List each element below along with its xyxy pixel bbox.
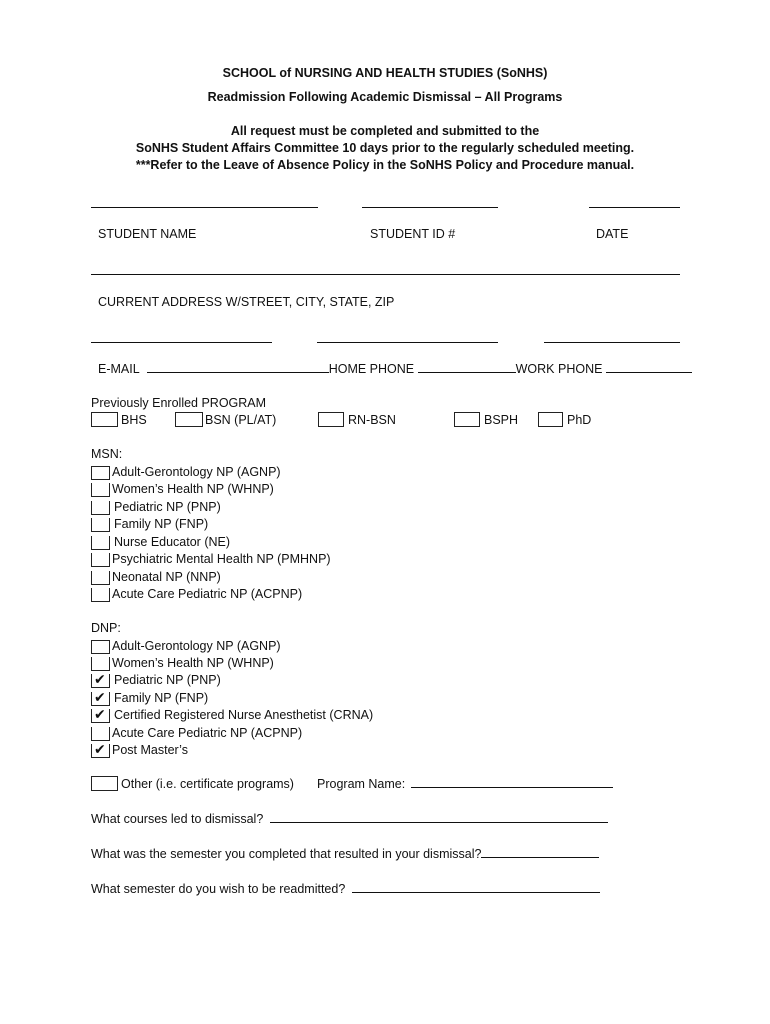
contact-line-3[interactable] xyxy=(544,342,680,343)
dnp-agnp-label: Adult-Gerontology NP (AGNP) xyxy=(112,639,281,653)
dnp-whnp-label: Women’s Health NP (WHNP) xyxy=(112,656,274,670)
rn-bsn-checkbox[interactable] xyxy=(318,412,344,427)
dnp-post-masters-checkbox[interactable] xyxy=(91,741,110,758)
dnp-crna-checkbox[interactable] xyxy=(91,706,110,723)
student-name-label: STUDENT NAME xyxy=(98,227,197,241)
address-line[interactable] xyxy=(91,274,680,275)
bsph-checkbox[interactable] xyxy=(454,412,480,427)
dnp-whnp-checkbox[interactable] xyxy=(91,657,110,671)
phd-label: PhD xyxy=(567,413,592,427)
home-phone-label: HOME PHONE xyxy=(328,362,415,376)
dnp-acpnp-label: Acute Care Pediatric NP (ACPNP) xyxy=(112,726,303,740)
msn-pmhnp-checkbox[interactable] xyxy=(91,553,110,567)
dnp-pnp-label: Pediatric NP (PNP) xyxy=(114,673,221,687)
dnp-fnp-label: Family NP (FNP) xyxy=(114,691,209,705)
bhs-label: BHS xyxy=(121,413,147,427)
semester-completed-field[interactable] xyxy=(481,857,599,858)
student-name-line[interactable] xyxy=(91,207,318,208)
dnp-agnp-checkbox[interactable] xyxy=(91,640,110,654)
msn-whnp-checkbox[interactable] xyxy=(91,483,110,497)
dnp-crna-label: Certified Registered Nurse Anesthetist (CRNA) xyxy=(114,708,374,722)
msn-label: MSN: xyxy=(91,447,123,461)
checkmark-icon: ✔ xyxy=(94,689,106,705)
question-semester-readmit-label: What semester do you wish to be readmitted? xyxy=(91,882,346,896)
school-title: SCHOOL of NURSING AND HEALTH STUDIES (SoNHS) xyxy=(222,66,548,80)
rn-bsn-label: RN-BSN xyxy=(348,413,396,427)
msn-nnp-checkbox[interactable] xyxy=(91,571,110,585)
question-semester-completed-row xyxy=(91,847,599,861)
msn-acpnp-checkbox[interactable] xyxy=(91,588,110,602)
program-name-field[interactable] xyxy=(411,787,613,788)
checkmark-icon: ✔ xyxy=(94,671,106,687)
question-courses-label: What courses led to dismissal? xyxy=(91,812,264,826)
instruction-line-3: ***Refer to the Leave of Absence Policy in the SoNHS Policy and Procedure manual. xyxy=(135,158,635,172)
program-name-label: Program Name: xyxy=(317,777,406,791)
work-phone-label: WORK PHONE xyxy=(515,362,603,376)
student-id-line[interactable] xyxy=(362,207,498,208)
question-semester-readmit-row xyxy=(91,882,600,896)
other-checkbox[interactable] xyxy=(91,776,118,791)
dnp-pnp-checkbox[interactable] xyxy=(91,671,110,688)
bsn-label: BSN (PL/AT) xyxy=(205,413,277,427)
dnp-label: DNP: xyxy=(91,621,121,635)
checkmark-icon: ✔ xyxy=(94,706,106,722)
work-phone-field[interactable] xyxy=(606,372,692,373)
contact-row xyxy=(98,362,692,376)
msn-pmhnp-label: Psychiatric Mental Health NP (PMHNP) xyxy=(112,552,331,566)
courses-field[interactable] xyxy=(270,822,608,823)
contact-line-1[interactable] xyxy=(91,342,272,343)
bsn-checkbox[interactable] xyxy=(175,412,203,427)
msn-acpnp-label: Acute Care Pediatric NP (ACPNP) xyxy=(112,587,303,601)
program-name-row xyxy=(317,777,613,791)
dnp-fnp-checkbox[interactable] xyxy=(91,689,110,706)
msn-pnp-label: Pediatric NP (PNP) xyxy=(114,500,221,514)
instruction-line-1: All request must be completed and submitted to the xyxy=(230,124,540,138)
bhs-checkbox[interactable] xyxy=(91,412,118,427)
address-label: CURRENT ADDRESS W/STREET, CITY, STATE, ZIP xyxy=(98,295,395,309)
msn-ne-label: Nurse Educator (NE) xyxy=(114,535,231,549)
checkmark-icon: ✔ xyxy=(94,741,106,757)
msn-agnp-checkbox[interactable] xyxy=(91,466,110,480)
email-label: E-MAIL xyxy=(98,362,140,376)
msn-fnp-label: Family NP (FNP) xyxy=(114,517,209,531)
home-phone-field[interactable] xyxy=(418,372,516,373)
other-label: Other (i.e. certificate programs) xyxy=(121,777,294,791)
student-id-label: STUDENT ID # xyxy=(370,227,456,241)
instruction-line-2: SoNHS Student Affairs Committee 10 days prior to the regularly scheduled meeting. xyxy=(135,141,635,155)
msn-whnp-label: Women’s Health NP (WHNP) xyxy=(112,482,274,496)
dnp-post-masters-label: Post Master’s xyxy=(112,743,188,757)
phd-checkbox[interactable] xyxy=(538,412,563,427)
msn-fnp-checkbox[interactable] xyxy=(91,518,110,532)
email-field[interactable] xyxy=(147,372,329,373)
bsph-label: BSPH xyxy=(484,413,519,427)
msn-ne-checkbox[interactable] xyxy=(91,536,110,550)
contact-line-2[interactable] xyxy=(317,342,498,343)
msn-pnp-checkbox[interactable] xyxy=(91,501,110,515)
question-semester-completed-label: What was the semester you completed that resulted in your dismissal? xyxy=(91,847,482,861)
date-line[interactable] xyxy=(589,207,680,208)
previous-program-label: Previously Enrolled PROGRAM xyxy=(91,396,267,410)
dnp-acpnp-checkbox[interactable] xyxy=(91,727,110,741)
form-title: Readmission Following Academic Dismissal – All Programs xyxy=(207,90,563,104)
semester-readmit-field[interactable] xyxy=(352,892,600,893)
msn-agnp-label: Adult-Gerontology NP (AGNP) xyxy=(112,465,281,479)
msn-nnp-label: Neonatal NP (NNP) xyxy=(112,570,221,584)
question-courses-row xyxy=(91,812,608,826)
date-label: DATE xyxy=(596,227,629,241)
